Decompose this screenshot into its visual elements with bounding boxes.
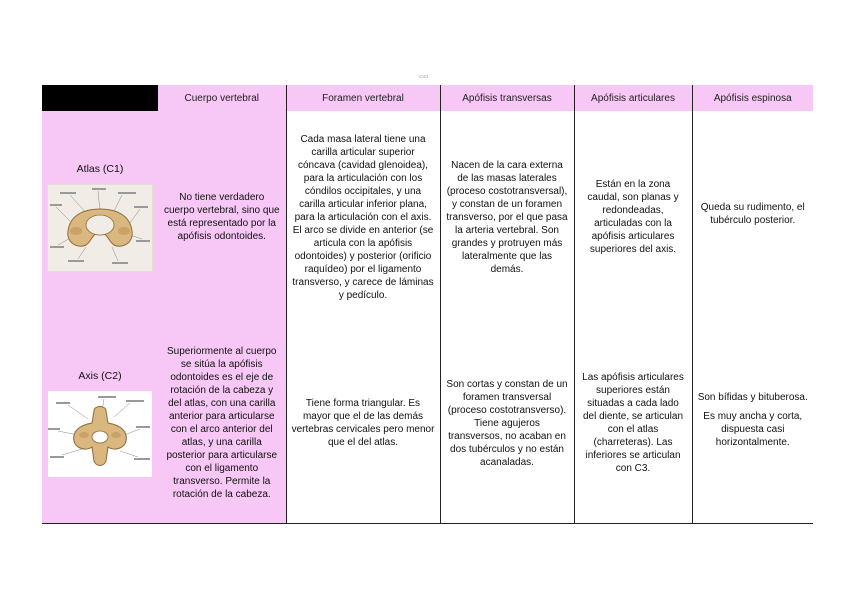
header-articulares: Apófisis articulares [574,85,692,111]
atlas-cuerpo: No tiene verdadero cuerpo vertebral, sino que está representado por la apófisis odontoides. [158,111,286,323]
header-corner [42,85,158,111]
row-header-axis [42,323,158,524]
atlas-transversas: Nacen de la cara externa de las masas laterales (proceso costotransversal), y constan de un foramen transverso, por el que pasa la arteria vertebral. Son grandes y protruyen más lateralmente que las demás. [440,111,574,323]
header-transversas: Apófisis transversas [440,85,574,111]
axis-cuerpo: Superiormente al cuerpo se sitúa la apófisis odontoides es el eje de rotación de la cabeza y del atlas, con una carilla anterior para articularse con el arco anterior del atlas, y una carilla posterior para articularse con el ligamento transverso. Permite la rotación de la cabeza. [158,323,286,524]
axis-espinosa: Son bífidas y bituberosa. Es muy ancha y corta, dispuesta casi horizontalmente. [692,323,813,524]
header-cuerpo: Cuerpo vertebral [158,85,286,111]
table-row [42,111,813,323]
row-title: Atlas (C1) [76,162,124,175]
atlas-foramen: Cada masa lateral tiene una carilla articular superior cóncava (cavidad glenoidea), para la articulación con los cóndilos occipitales, y una carilla articular inferior plana, para la articulación con el axis. El arco se divide en anterior (se articula con la apófisis odontoides) y posterior (orificio raquídeo) por el ligamento transverso, y carece de láminas y pedículo. [286,111,440,323]
header-foramen: Foramen vertebral [286,85,440,111]
axis-articulares: Las apófisis articulares superiores están situadas a cada lado del diente, se articulan con el atlas (charreteras). Las inferiores se articulan con C3. [574,323,692,524]
axis-transversas: Son cortas y constan de un foramen transversal (proceso costotransverso). Tiene agujeros transversos, no acaban en dos tubérculos y no están acanaladas. [440,323,574,524]
page-mark: ▭▭ [419,74,429,80]
table-row [42,323,813,524]
row-title: Axis (C2) [78,369,122,382]
axis-foramen: Tiene forma triangular. Es mayor que el de las demás vertebras cervicales pero menor que el del atlas. [286,323,440,524]
header-espinosa: Apófisis espinosa [692,85,813,111]
atlas-articulares: Están en la zona caudal, son planas y redondeadas, articuladas con la apófisis articulares superiores del axis. [574,111,692,323]
axis-vertebra-icon [48,391,152,477]
row-header-atlas [42,111,158,323]
header-row [42,85,813,111]
atlas-vertebra-icon [47,184,153,272]
vertebrae-table [42,85,813,524]
atlas-espinosa: Queda su rudimento, el tubérculo posterior. [692,111,813,323]
